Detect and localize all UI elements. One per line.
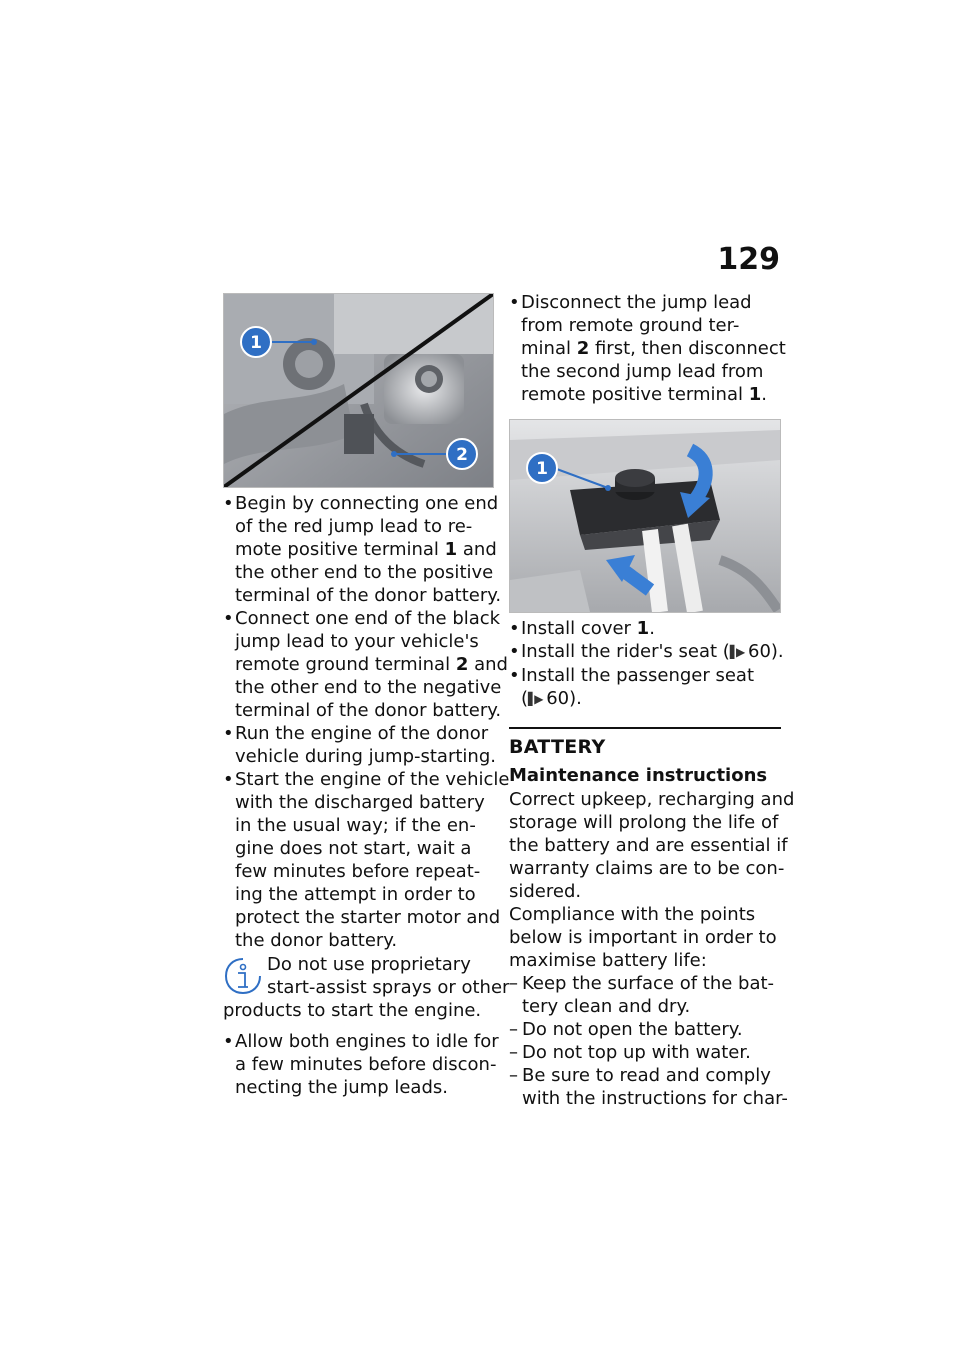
page-reference-arrow-icon: ▌▶ (729, 645, 743, 659)
rider-seat-page-link[interactable]: • Install the rider's seat (▌▶ 60). (521, 641, 784, 662)
ref-number: 2 (455, 654, 469, 675)
ref-number: 1 (636, 618, 650, 639)
paragraph: Correct upkeep, recharging and storage will prolong the life of the battery and are essential if warranty claims are to be con- sidered. (509, 789, 795, 902)
callout-1-label: 1 (536, 459, 548, 479)
list-item: • Allow both engines to idle for a few minutes before discon- necting the jump leads. (223, 1030, 493, 1099)
list-item: – Keep the surface of the bat- tery clean and dry. (509, 972, 781, 1018)
list-item: • Run the engine of the donor vehicle during jump-starting. (223, 722, 493, 768)
list-item: • Install the passenger seat (▌▶ 60). (509, 664, 781, 711)
paragraph: Compliance with the points below is important in order to maximise battery life: (509, 904, 777, 971)
list-item: • Start the engine of the vehicle with the discharged battery in the usual way; if the en- gine does not start, wait a few minutes before repeat- ing the attempt in order to protect the starter motor and the donor battery. (223, 768, 493, 952)
ref-number: 1 (444, 539, 458, 560)
list-item: – Do not top up with water. (509, 1041, 781, 1064)
page-number: 129 (717, 242, 780, 277)
right-column-bottom (509, 617, 795, 1110)
subsection-title: Maintenance instructions (509, 765, 768, 786)
callout-2-label: 2 (456, 445, 468, 465)
info-note: Do not use proprietary start-assist sprays or other products to start the engine. (223, 954, 510, 1021)
callout-1-label: 1 (250, 333, 262, 353)
terminal-cover-illustration (509, 419, 781, 613)
list-item: • Disconnect the jump lead from remote ground ter- minal 2 first, then disconnect the second jump lead from remote positive terminal 1. (509, 291, 781, 406)
jump-start-terminals-illustration (223, 293, 494, 488)
section-divider (509, 727, 781, 729)
list-item (509, 640, 784, 664)
section-title: BATTERY (509, 736, 606, 758)
list-item: – Do not open the battery. (509, 1018, 781, 1041)
list-item: – Be sure to read and comply with the instructions for char- (509, 1064, 781, 1110)
passenger-seat-page-link[interactable]: (▌▶ 60). (521, 688, 582, 709)
list-item: • Begin by connecting one end of the red jump lead to re- mote positive terminal 1 and the other end to the positive terminal of the donor battery. (223, 492, 493, 607)
ref-number: 1 (748, 384, 762, 405)
ref-number: 2 (576, 338, 590, 359)
info-icon (223, 956, 263, 996)
page-reference-arrow-icon: ▌▶ (528, 692, 541, 706)
right-column-top (509, 291, 786, 406)
list-item: • Connect one end of the black jump lead to your vehicle's remote ground terminal 2 and the other end to the negative terminal of the donor battery. (223, 607, 493, 722)
list-item: • Install cover 1. (509, 617, 781, 640)
left-column (223, 492, 510, 1099)
